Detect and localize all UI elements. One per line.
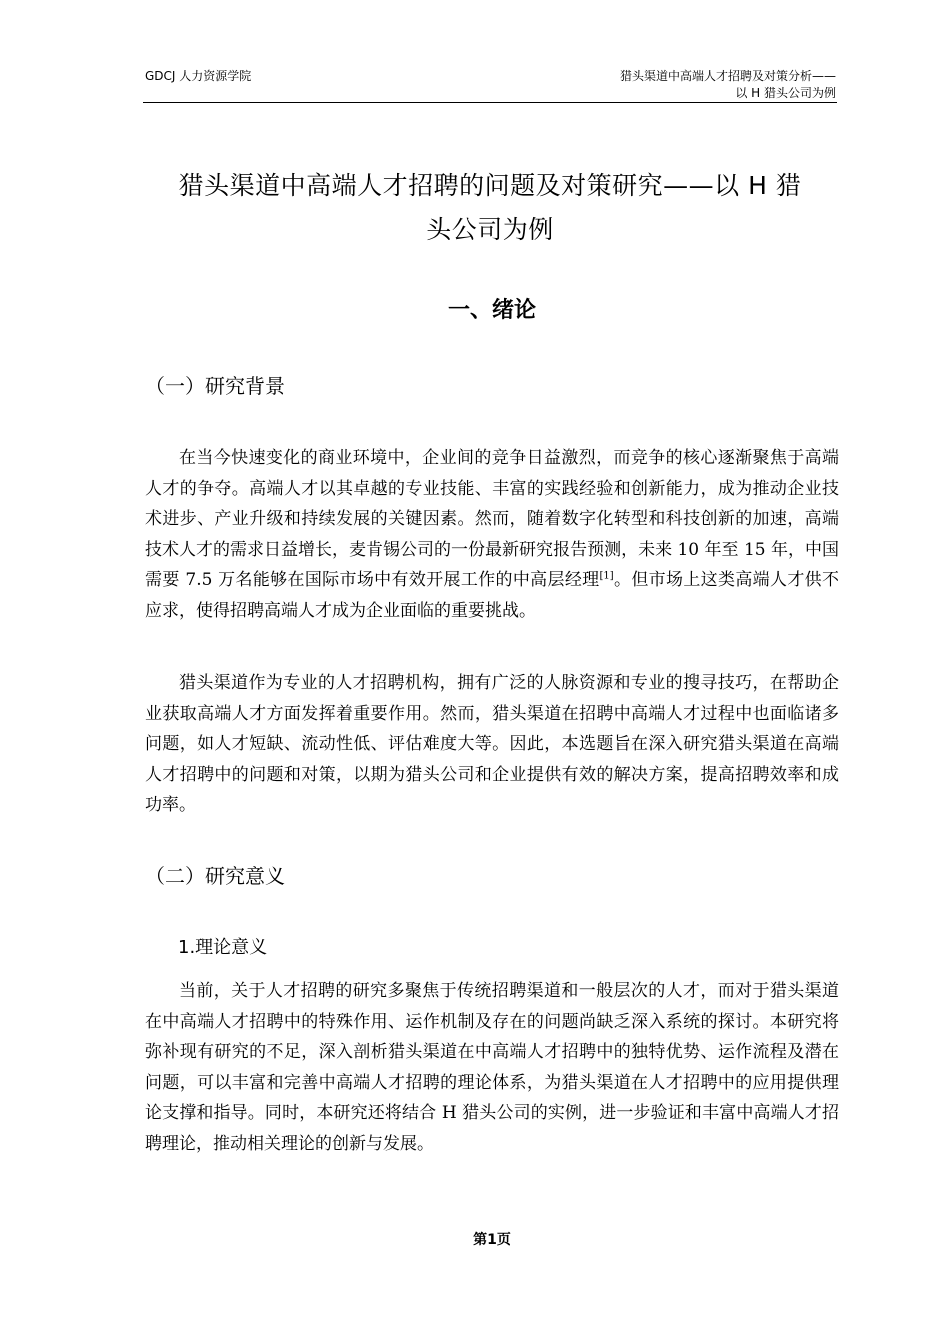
citation-1: [1] (599, 570, 614, 582)
paper-title-line2: 头公司为例 (426, 215, 554, 244)
page-number: 第1页 (473, 1232, 511, 1248)
background-paragraph-1 (145, 443, 839, 627)
subsection-heading-theory: 1.理论意义 (178, 937, 268, 958)
theory-paragraph-1: 当前，关于人才招聘的研究多聚焦于传统招聘渠道和一般层次的人才，而对于猎头渠道在中高端人才招聘中的特殊作用、运作机制及存在的问题尚缺乏深入系统的探讨。本研究将弥补现有研究的不足，深入剖析猎头渠道在中高端人才招聘中的独特优势、运作流程及潜在问题，可以丰富和完善中高端人才招聘的理论体系，为猎头渠道在人才招聘中的应用提供理论支撑和指导。同时，本研究还将结合 H 猎头公司的实例，进一步验证和丰富中高端人才招聘理论，推动相关理论的创新与发展。 (145, 981, 839, 1154)
header-rule (143, 102, 837, 103)
header-right-line1: 猎头渠道中高端人才招聘及对策分析—— (619, 69, 836, 83)
background-paragraph-1-tail: 。但市场上这类高端人才供不应求，使得招聘高端人才成为企业面临的重要挑战。 (145, 570, 839, 621)
section-heading-significance: （二）研究意义 (145, 864, 285, 888)
chapter-heading: 一、绪论 (447, 298, 536, 323)
background-paragraph-2: 猎头渠道作为专业的人才招聘机构，拥有广泛的人脉资源和专业的搜寻技巧，在帮助企业获取高端人才方面发挥着重要作用。然而，猎头渠道在招聘中高端人才过程中也面临诸多问题，如人才短缺、流动性低、评估难度大等。因此，本选题旨在深入研究猎头渠道在高端人才招聘中的问题和对策，以期为猎头公司和企业提供有效的解决方案，提高招聘效率和成功率。 (145, 673, 839, 816)
paper-title-line1: 猎头渠道中高端人才招聘的问题及对策研究——以 H 猎 (178, 171, 802, 200)
section-heading-background: （一）研究背景 (145, 374, 285, 398)
header-right-line2: 以 H 猎头公司为例 (735, 86, 836, 100)
header-right-text (516, 68, 836, 102)
paper-title (130, 164, 850, 252)
background-paragraph-1-text: 在当今快速变化的商业环境中，企业间的竞争日益激烈，而竞争的核心逐渐聚焦于高端人才的争夺。高端人才以其卓越的专业技能、丰富的实践经验和创新能力，成为推动企业技术进步、产业升级和持续发展的关键因素。然而，随着数字化转型和科技创新的加速，高端技术人才的需求日益增长，麦肯锡公司的一份最新研究报告预测，未来 10 年至 15 年，中国需要 7.5 万名能够在国际市场中有效开展工作的中高层经理 (145, 448, 839, 591)
header-left-text: GDCJ 人力资源学院 (145, 69, 252, 83)
